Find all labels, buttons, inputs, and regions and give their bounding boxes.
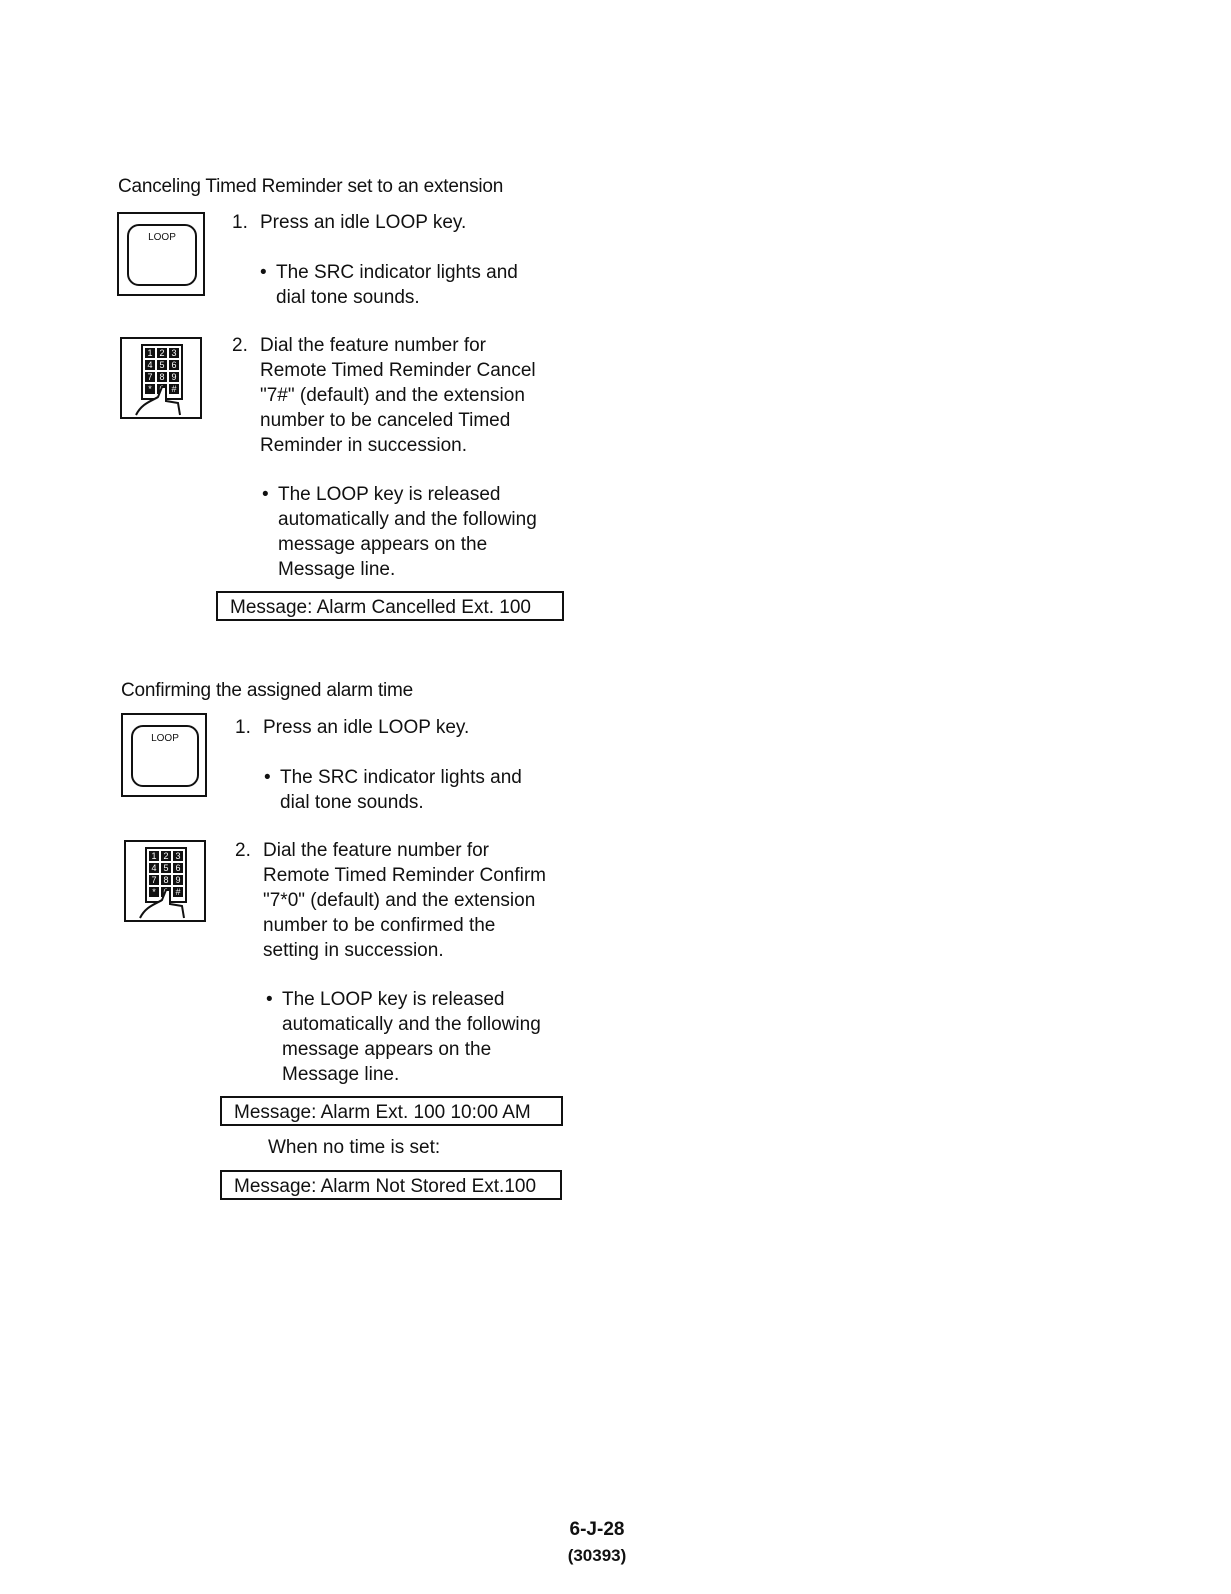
svg-text:#: # [171,384,177,394]
section-heading-confirm: Confirming the assigned alarm time [121,680,414,701]
svg-text:8: 8 [159,372,165,382]
svg-text:9: 9 [175,875,181,885]
svg-text:8: 8 [163,875,169,885]
no-time-label: When no time is set: [268,1137,441,1158]
svg-text:2: 2 [159,348,165,358]
svg-text:3: 3 [171,348,177,358]
message-display: Message: Alarm Cancelled Ext. 100 [216,591,564,621]
svg-text:4: 4 [151,863,157,873]
svg-text:4: 4 [147,360,153,370]
svg-text:5: 5 [159,360,165,370]
svg-text:*: * [152,887,156,897]
svg-text:5: 5 [163,863,169,873]
svg-text:3: 3 [175,851,181,861]
svg-text:1: 1 [151,851,157,861]
svg-text:*: * [148,384,152,394]
message-display: Message: Alarm Ext. 100 10:00 AM [220,1096,563,1126]
svg-text:6: 6 [175,863,181,873]
svg-text:6: 6 [171,360,177,370]
svg-text:1: 1 [147,348,153,358]
page-number: 6-J-28 [569,1519,625,1540]
loop-key-icon: LOOP [117,212,205,296]
svg-text:#: # [175,887,181,897]
svg-text:2: 2 [163,851,169,861]
keypad-icon [120,337,202,419]
keypad-icon [124,840,206,922]
document-code: (30393) [567,1546,627,1565]
svg-text:7: 7 [147,372,153,382]
svg-text:9: 9 [171,372,177,382]
loop-key-icon: LOOP [121,713,207,797]
section-heading-cancel: Canceling Timed Reminder set to an extension [118,176,504,197]
svg-text:7: 7 [151,875,157,885]
message-display: Message: Alarm Not Stored Ext.100 [220,1170,562,1200]
